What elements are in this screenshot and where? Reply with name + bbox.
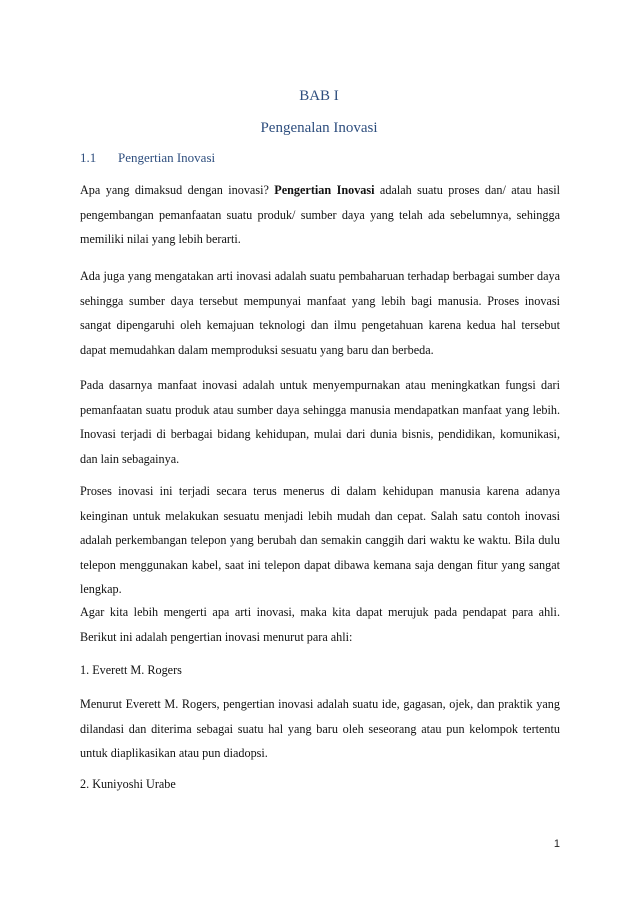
subheading-rogers: 1. Everett M. Rogers (80, 663, 182, 677)
paragraph-3: Pada dasarnya manfaat inovasi adalah untuk menyempurnakan atau meningkatkan fungsi dari pemanfaatan suatu produk atau sumber daya sehingga manusia mendapatkan manfaat yang lebih. Inovasi terjadi di berbagai bidang kehidupan, mulai dari dunia bisnis, pendidikan, komunikasi, dan lain sebagainya. (80, 378, 560, 466)
paragraph-1-bold-term: Pengertian Inovasi (274, 183, 375, 197)
paragraph-4: Proses inovasi ini terjadi secara terus menerus di dalam kehidupan manusia karena adanya keinginan untuk melakukan sesuatu menjadi lebih mudah dan cepat. Salah satu contoh inovasi adalah perkembangan telepon yang berubah dan semakin canggih dari waktu ke waktu. Bila dulu telepon menggunakan kabel, saat ini telepon dapat dibawa kemana saja dengan fitur yang sangat lengkap. (80, 484, 560, 596)
paragraph-6: Menurut Everett M. Rogers, pengertian inovasi adalah suatu ide, gagasan, ojek, dan praktik yang dilandasi dan diterima sebagai suatu hal yang baru oleh seseorang atau pun kelompok tertentu untuk diaplikasikan atau pun diadopsi. (80, 697, 560, 760)
chapter-title: Pengenalan Inovasi (260, 120, 378, 136)
paragraph-5: Agar kita lebih mengerti apa arti inovasi, maka kita dapat merujuk pada pendapat para ahli. Berikut ini adalah pengertian inovasi menurut para ahli: (80, 605, 560, 644)
section-heading (80, 150, 215, 166)
paragraph-1 (80, 178, 560, 252)
subheading-urabe: 2. Kuniyoshi Urabe (80, 777, 176, 791)
section-number: 1.1 (80, 150, 97, 165)
chapter-label: BAB I (299, 88, 339, 104)
paragraph-1-end: adalah suatu proses dan/ atau hasil pengembangan pemanfaatan suatu produk/ sumber daya yang telah ada sebelumnya, sehingga memiliki nilai yang lebih berarti. (80, 183, 560, 246)
section-title: Pengertian Inovasi (118, 150, 216, 165)
paragraph-2: Ada juga yang mengatakan arti inovasi adalah suatu pembaharuan terhadap berbagai sumber daya sehingga sumber daya tersebut mempunyai manfaat yang lebih bagi manusia. Proses inovasi sangat dipengaruhi oleh kemajuan teknologi dan ilmu pengetahuan karena kedua hal tersebut dapat memudahkan dalam memproduksi sesuatu yang baru dan berbeda. (80, 269, 560, 357)
paragraph-1-start: Apa yang dimaksud dengan inovasi? (80, 183, 275, 197)
page-number: 1 (553, 838, 560, 850)
